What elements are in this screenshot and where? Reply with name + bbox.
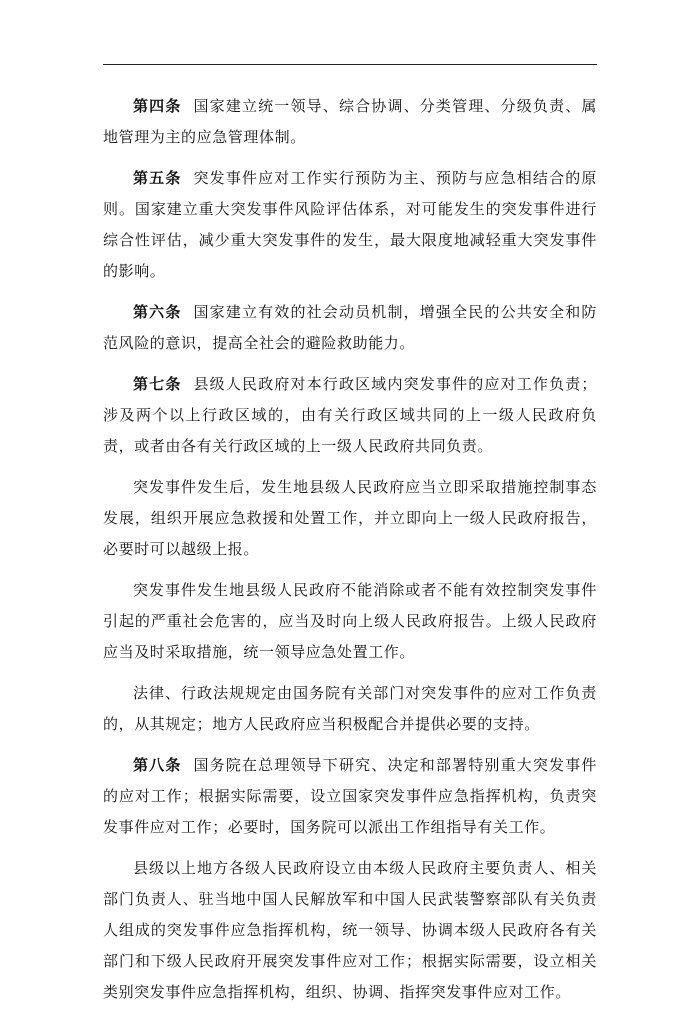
- article-heading: 第八条: [133, 756, 182, 774]
- paragraph-text: 突发事件发生后，发生地县级人民政府应当立即采取措施控制事态发展，组织开展应急救援和处置工作，并立即向上一级人民政府报告，必要时可以越级上报。: [103, 478, 597, 558]
- paragraph-text: 突发事件发生地县级人民政府不能消除或者不能有效控制突发事件引起的严重社会危害的，应当及时向上级人民政府报告。上级人民政府应当及时采取措施，统一领导应急处置工作。: [103, 581, 597, 661]
- article-6-paragraph: [103, 297, 597, 359]
- article-5-paragraph: [103, 163, 597, 287]
- article-8-clause-2: [103, 853, 597, 1008]
- article-4-paragraph: [103, 91, 597, 153]
- document-body: [103, 91, 597, 1018]
- article-heading: 第七条: [133, 375, 182, 393]
- article-7-clause-2: [103, 472, 597, 565]
- paragraph-text: 县级以上地方各级人民政府设立由本级人民政府主要负责人、相关部门负责人、驻当地中国人民解放军和中国人民武装警察部队有关负责人组成的突发事件应急指挥机构，统一领导、协调本级人民政府各有关部门和下级人民政府开展突发事件应对工作；根据实际需要，设立相关类别突发事件应急指挥机构，组织、协调、指挥突发事件应对工作。: [103, 859, 597, 1001]
- article-8-paragraph: [103, 750, 597, 843]
- paragraph-text: 国家建立统一领导、综合协调、分类管理、分级负责、属地管理为主的应急管理体制。: [103, 97, 597, 146]
- header-rule: [103, 64, 597, 65]
- article-heading: 第四条: [133, 97, 182, 115]
- article-7-clause-3: [103, 575, 597, 668]
- article-7-clause-4: [103, 678, 597, 740]
- paragraph-text: 县级人民政府对本行政区域内突发事件的应对工作负责；涉及两个以上行政区域的，由有关行政区域共同的上一级人民政府负责，或者由各有关行政区域的上一级人民政府共同负责。: [103, 375, 597, 455]
- paragraph-text: 国家建立有效的社会动员机制，增强全民的公共安全和防范风险的意识，提高全社会的避险救助能力。: [103, 303, 597, 352]
- article-heading: 第六条: [133, 303, 182, 321]
- paragraph-text: 国务院在总理领导下研究、决定和部署特别重大突发事件的应对工作；根据实际需要，设立国家突发事件应急指挥机构，负责突发事件应对工作；必要时，国务院可以派出工作组指导有关工作。: [103, 756, 597, 836]
- article-heading: 第五条: [133, 169, 182, 187]
- paragraph-text: 法律、行政法规规定由国务院有关部门对突发事件的应对工作负责的，从其规定；地方人民政府应当积极配合并提供必要的支持。: [103, 684, 597, 733]
- article-7-paragraph: [103, 369, 597, 462]
- paragraph-text: 突发事件应对工作实行预防为主、预防与应急相结合的原则。国家建立重大突发事件风险评估体系，对可能发生的突发事件进行综合性评估，减少重大突发事件的发生，最大限度地减轻重大突发事件的影响。: [103, 169, 597, 280]
